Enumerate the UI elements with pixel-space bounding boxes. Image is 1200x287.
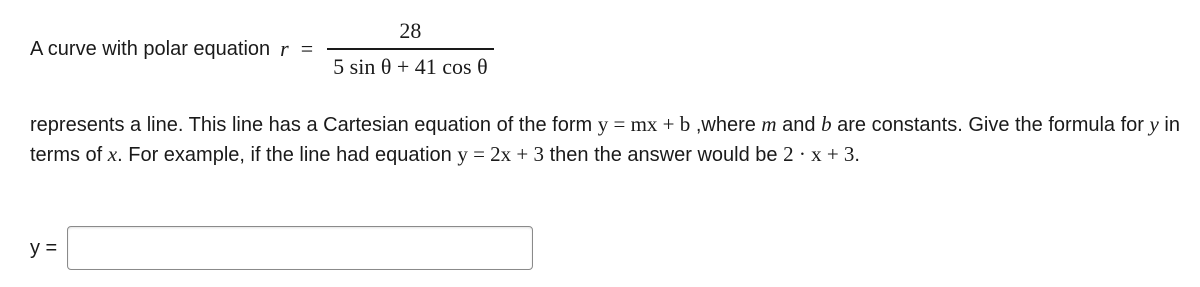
form-equation: y = mx + b — [597, 112, 691, 136]
instructions-text: then the answer would be — [544, 144, 784, 166]
instructions-text: in terms of — [30, 114, 1180, 166]
variable-y: y — [1149, 112, 1159, 136]
example-answer: 2 · x + 3 — [783, 142, 855, 166]
instructions-text: ,where — [690, 114, 762, 136]
answer-input[interactable] — [67, 226, 533, 270]
instructions-text: . For example, if the line had equation — [117, 144, 458, 166]
instructions-text: and — [776, 114, 822, 136]
answer-row — [30, 224, 533, 272]
equals-sign: = — [300, 36, 314, 61]
example-equation: y = 2x + 3 — [457, 142, 545, 166]
constant-b: b — [821, 112, 832, 136]
intro-text: A curve with polar equation — [30, 37, 271, 60]
constant-m: m — [761, 112, 777, 136]
instructions-paragraph — [30, 110, 1190, 170]
polar-variable-r: r — [280, 36, 289, 61]
instructions-text: . — [854, 144, 860, 166]
fraction-numerator: 28 — [399, 18, 422, 44]
polar-equation-line — [30, 14, 494, 84]
polar-fraction — [327, 18, 493, 80]
answer-label: y = — [30, 236, 58, 259]
instructions-text: are constants. Give the formula for — [831, 114, 1150, 136]
variable-x: x — [107, 142, 118, 166]
instructions-text: represents a line. This line has a Cartesian equation of the form — [30, 114, 598, 136]
fraction-denominator: 5 sin θ + 41 cos θ — [333, 53, 488, 79]
